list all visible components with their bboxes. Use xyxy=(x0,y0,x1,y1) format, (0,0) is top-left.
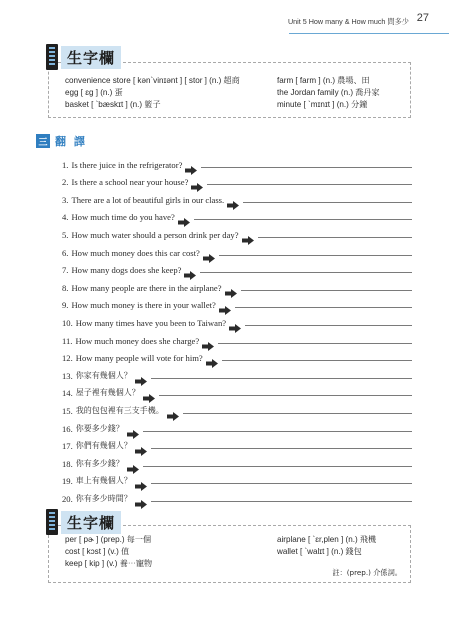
answer-line[interactable] xyxy=(222,360,412,361)
question-row xyxy=(62,346,414,364)
answer-line[interactable] xyxy=(143,466,412,467)
question-row xyxy=(62,469,414,487)
question-text: 你要多少錢？ xyxy=(75,423,124,433)
vocab-entry: cost [ kɔst ] (v.) 值 xyxy=(65,547,130,557)
arrow-right-icon xyxy=(143,388,155,397)
question-row xyxy=(62,275,414,293)
question-row xyxy=(62,293,414,311)
answer-line[interactable] xyxy=(194,219,412,220)
vocab-title-bottom xyxy=(46,509,121,535)
arrow-right-icon xyxy=(127,459,139,468)
vocab-entry: farm [ farm ] (n.) 農場、田 xyxy=(277,76,370,85)
vocab-entry: per [ pɚ ] (prep.) 每一個 xyxy=(65,535,152,544)
arrow-right-icon xyxy=(178,212,190,221)
question-text: 你有多少時間？ xyxy=(75,493,132,503)
question-text: 你們有幾個人？ xyxy=(75,441,132,451)
question-text: Is there juice in the refrigerator? xyxy=(71,159,183,170)
question-number: 12. xyxy=(62,353,73,364)
arrow-right-icon xyxy=(242,230,254,239)
question-row xyxy=(62,363,414,381)
question-row xyxy=(62,310,414,328)
arrow-right-icon xyxy=(202,336,214,345)
vocab-title-top xyxy=(46,44,121,70)
vocab-entry: minute [ `mɪnɪt ] (n.) 分鐘 xyxy=(277,100,368,110)
arrow-right-icon xyxy=(135,371,147,380)
answer-line[interactable] xyxy=(151,378,412,379)
question-row xyxy=(62,486,414,504)
arrow-right-icon xyxy=(135,476,147,485)
question-row xyxy=(62,416,414,434)
vocab-title-text: 生字欄 xyxy=(61,511,121,534)
question-number: 2. xyxy=(62,177,69,188)
question-list xyxy=(62,152,414,504)
question-text: 你有多少錢？ xyxy=(75,458,124,468)
question-text: How many people will vote for him? xyxy=(75,353,203,364)
section-heading xyxy=(36,133,87,149)
answer-line[interactable] xyxy=(151,483,412,484)
answer-line[interactable] xyxy=(159,395,412,396)
arrow-right-icon xyxy=(127,424,139,433)
arrow-right-icon xyxy=(229,318,241,327)
arrow-right-icon xyxy=(225,283,237,292)
vocab-bottom-left xyxy=(65,534,152,571)
vocab-entry: the Jordan family (n.) 喬丹家 xyxy=(277,88,380,98)
page-number: 27 xyxy=(416,12,429,24)
answer-line[interactable] xyxy=(218,343,412,344)
unit-title: Unit 5 How many & How much 問多少 xyxy=(287,17,409,26)
question-text: How many dogs does she keep? xyxy=(71,265,182,276)
question-number: 14. xyxy=(62,388,73,399)
vocab-bottom-right xyxy=(277,534,376,558)
question-number: 7. xyxy=(62,265,69,276)
question-text: How much water should a person drink per day? xyxy=(71,229,239,240)
vocab-note: 註：(prep.) 介係詞。 xyxy=(332,568,402,577)
question-text: Is there a school near your house? xyxy=(71,177,189,188)
question-number: 1. xyxy=(62,159,69,170)
answer-line[interactable] xyxy=(235,307,412,308)
question-number: 10. xyxy=(62,317,73,328)
vocab-entry: basket [ `bæskɪt ] (n.) 籃子 xyxy=(65,100,161,110)
question-number: 3. xyxy=(62,194,69,205)
question-number: 13. xyxy=(62,370,73,381)
arrow-right-icon xyxy=(135,441,147,450)
answer-line[interactable] xyxy=(207,184,412,185)
question-row xyxy=(62,381,414,399)
section-number-badge: 三 xyxy=(36,134,50,148)
answer-line[interactable] xyxy=(183,413,412,414)
answer-line[interactable] xyxy=(200,272,412,273)
question-number: 8. xyxy=(62,282,69,293)
question-row xyxy=(62,451,414,469)
arrow-right-icon xyxy=(184,265,196,274)
vocab-entry: keep [ kip ] (v.) 養⋯寵物 xyxy=(65,559,153,569)
answer-line[interactable] xyxy=(201,167,412,168)
arrow-right-icon xyxy=(206,353,218,362)
question-number: 18. xyxy=(62,458,73,469)
question-row xyxy=(62,187,414,205)
question-number: 20. xyxy=(62,493,73,504)
question-text: 屋子裡有幾個人？ xyxy=(75,388,140,398)
arrow-right-icon xyxy=(135,494,147,503)
question-text: 我的包包裡有三支手機。 xyxy=(75,405,164,415)
answer-line[interactable] xyxy=(258,237,412,238)
question-row xyxy=(62,398,414,416)
question-row xyxy=(62,152,414,170)
section-label: 翻 譯 xyxy=(55,135,87,148)
question-number: 6. xyxy=(62,247,69,258)
question-text: How much money does she charge? xyxy=(75,335,200,346)
answer-line[interactable] xyxy=(151,448,412,449)
answer-line[interactable] xyxy=(245,325,412,326)
question-number: 15. xyxy=(62,405,73,416)
question-text: How many people are there in the airplane? xyxy=(71,282,222,293)
question-number: 11. xyxy=(62,335,73,346)
question-text: How much time do you have? xyxy=(71,212,175,223)
vocab-top-left xyxy=(65,75,240,112)
vocab-entry: wallet [ `walɪt ] (n.) 錢包 xyxy=(277,547,362,557)
question-text: How many times have you been to Taiwan? xyxy=(75,317,227,328)
book-icon xyxy=(46,509,58,535)
vocab-top-right xyxy=(277,75,380,112)
vocab-box-top xyxy=(48,62,411,118)
question-number: 19. xyxy=(62,476,73,487)
answer-line[interactable] xyxy=(143,431,412,432)
question-row xyxy=(62,222,414,240)
answer-line[interactable] xyxy=(151,501,412,502)
answer-line[interactable] xyxy=(241,290,412,291)
arrow-right-icon xyxy=(203,248,215,257)
question-text: How much money does this car cost? xyxy=(71,247,200,258)
question-row xyxy=(62,258,414,276)
vocab-entry: egg [ ɛg ] (n.) 蛋 xyxy=(65,88,123,98)
question-number: 16. xyxy=(62,423,73,434)
question-number: 9. xyxy=(62,300,69,311)
header-divider xyxy=(289,33,449,34)
arrow-right-icon xyxy=(227,195,239,204)
vocab-entry: convenience store [ kən`vinɪənt ] [ stor ] (n.) 超商 xyxy=(65,76,240,85)
question-row xyxy=(62,434,414,452)
answer-line[interactable] xyxy=(219,255,412,256)
answer-line[interactable] xyxy=(243,202,412,203)
arrow-right-icon xyxy=(185,160,197,169)
arrow-right-icon xyxy=(191,177,203,186)
question-text: How much money is there in your wallet? xyxy=(71,300,216,311)
arrow-right-icon xyxy=(219,300,231,309)
question-number: 17. xyxy=(62,441,73,452)
arrow-right-icon xyxy=(167,406,179,415)
question-number: 5. xyxy=(62,229,69,240)
page-header xyxy=(0,12,449,32)
question-text: There are a lot of beautiful girls in our class. xyxy=(71,194,225,205)
question-text: 車上有幾個人？ xyxy=(75,476,132,486)
vocab-title-text: 生字欄 xyxy=(61,46,121,69)
book-icon xyxy=(46,44,58,70)
question-row xyxy=(62,240,414,258)
vocab-entry: airplane [ `ɛr,plen ] (n.) 飛機 xyxy=(277,535,377,544)
question-number: 4. xyxy=(62,212,69,223)
question-text: 你家有幾個人？ xyxy=(75,370,132,380)
question-row xyxy=(62,170,414,188)
